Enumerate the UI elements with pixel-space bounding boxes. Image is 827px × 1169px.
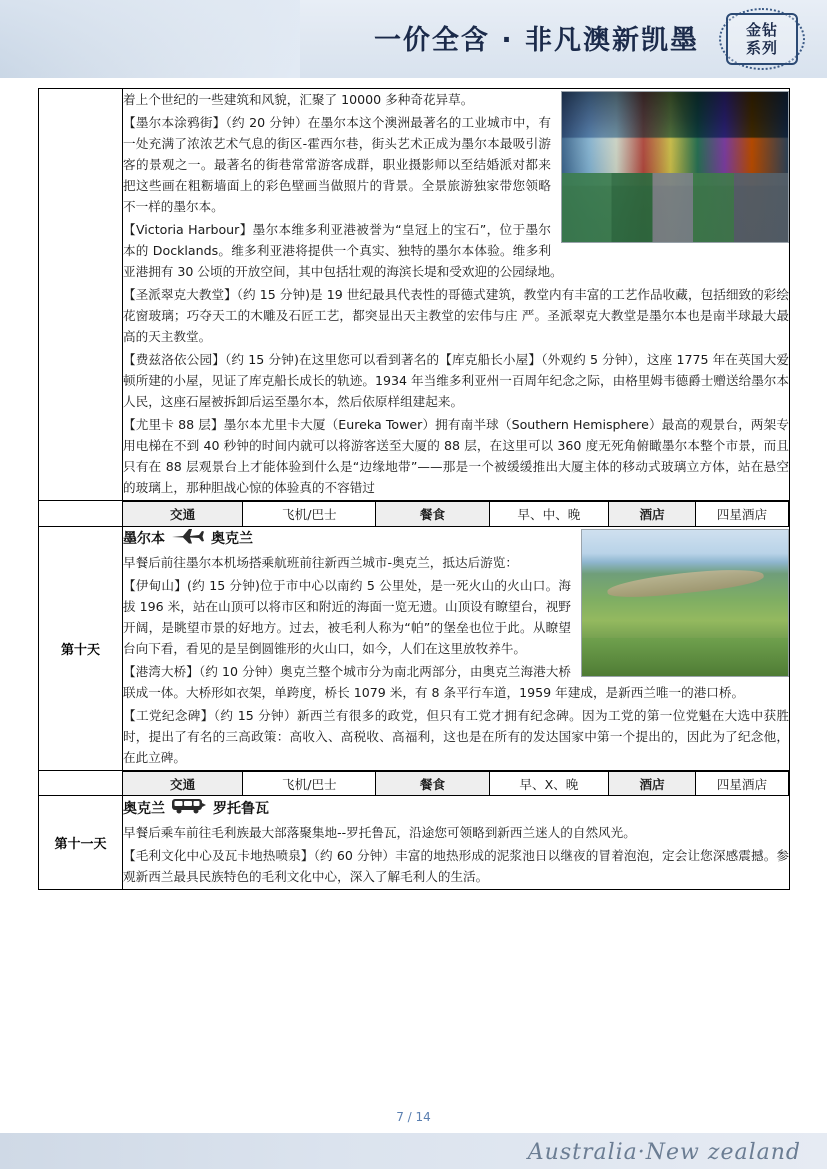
paragraph: 着上个世纪的一些建筑和风貌，汇聚了 10000 多种奇花异草。 [123, 92, 474, 107]
table-row [39, 89, 790, 501]
hotel-label: 酒店 [609, 771, 696, 795]
paragraph: 【港湾大桥】（约 10 分钟）奥克兰整个城市分为南北两部分，由奥克兰海港大桥联成一体。大桥形如衣架，单跨度，桥长 1079 米，有 8 条平行车道，1959 年建成，是新西兰唯一的港口桥。 [123, 663, 745, 700]
paragraph: 早餐后乘车前往毛利族最大部落聚集地--罗托鲁瓦，沿途您可领略到新西兰迷人的自然风光。 [123, 825, 636, 840]
summary-table [123, 501, 789, 526]
transport-label: 交通 [123, 502, 243, 526]
summary-row-spacer [39, 501, 123, 527]
paragraph: 【Victoria Harbour】墨尔本维多利亚港被誉为“皇冠上的宝石”，位于墨尔本的 Docklands。维多利亚港将提供一个真实、独特的墨尔本体验。维多利亚港拥有 30 公顷的开放空间，其中包括壮观的海滨长堤和受欢迎的公园绿地。 [123, 222, 563, 279]
summary-table [123, 771, 789, 796]
bus-icon [171, 797, 207, 818]
summary-row [39, 501, 790, 527]
day-label-cell: 第十一天 [39, 796, 123, 890]
photo-wrap [561, 91, 789, 243]
route-line [123, 528, 571, 548]
day-body-cell [123, 89, 790, 501]
header-background-photo [0, 0, 300, 78]
summary-row-cell [123, 501, 790, 527]
paragraph: 【工党纪念碑】（约 15 分钟）新西兰有很多的政党，但只有工党才拥有纪念碑。因为工党的第一位党魁在大选中获胜时，提出了有名的三高政策：高收入、高税收、高福利，这也是在所有的发达国家中第一个提出的，因此为了纪念他，在此立碑。 [123, 707, 789, 765]
summary-row-spacer [39, 770, 123, 796]
photo-wrap [581, 529, 789, 677]
page-header [0, 0, 827, 78]
paragraph: 【费兹洛依公园】（约 15 分钟)在这里您可以看到著名的【库克船长小屋】（外观约 5 分钟），这座 1775 年在英国大爱顿所建的小屋，见证了库克船长成长的轨迹。1934 年当维多利亚州一百周年纪念之际，由格里姆韦德爵士赠送给墨尔本人民，这座石屋被拆卸后运至墨尔本，然后依原样组建起来。 [123, 352, 789, 409]
footer-brand: Australia·New zealand [527, 1140, 801, 1165]
airplane-icon [171, 528, 205, 548]
header-title: 一价全含 · 非凡澳新凯墨 [373, 25, 699, 56]
route-line [123, 797, 789, 818]
meal-value: 早、中、晚 [489, 502, 609, 526]
hotel-value: 四星酒店 [695, 502, 788, 526]
day-label-cell: 第十天 [39, 526, 123, 770]
itinerary-sheet [38, 88, 790, 890]
transport-label: 交通 [123, 771, 243, 795]
transport-value: 飞机/巴士 [243, 502, 376, 526]
paragraph: 【圣派翠克大教堂】（约 15 分钟)是 19 世纪最具代表性的哥德式建筑，教堂内有丰富的工艺作品收藏，包括细致的彩绘花窗玻璃；巧夺天工的木雕及石匠工艺，都突显出天主教堂的宏伟与庄 严。圣派翠克大教堂是墨尔本也是南半球最大最高的天主教堂。 [123, 287, 789, 344]
auckland-eden-park-photo [581, 529, 789, 677]
paragraph: 早餐后前往墨尔本机场搭乘航班前往新西兰城市-奥克兰，抵达后游览： [123, 554, 518, 570]
paragraph: 【尤里卡 88 层】墨尔本尤里卡大厦（Eureka Tower）拥有南半球（Southern Hemisphere）最高的观景台，两架专用电梯在不到 40 秒钟的时间内就可以将游客送至大厦的 88 层，在这里可以 360 度无死角俯瞰墨尔本整个市景，而且只有在 88 层观景台上才能体验到什么是“边缘地带”——那是一个被缓缓推出大厦主体的移动式玻璃立方体，站在悬空的玻璃上，那种胆战心惊的体验真的不容错过 [123, 417, 789, 495]
series-badge [719, 8, 805, 70]
summary-row-cell [123, 770, 790, 796]
badge-line-2: 系列 [745, 39, 778, 57]
paragraph: 【毛利文化中心及瓦卡地热喷泉】（约 60 分钟）丰富的地热形成的泥浆池日以继夜的冒着泡泡，定会让您深感震撼。参观新西兰最具民族特色的毛利文化中心，深入了解毛利人的生活。 [123, 848, 789, 884]
meal-label: 餐食 [376, 502, 489, 526]
table-row [39, 796, 790, 890]
day-label-cell [39, 89, 123, 501]
route-destination: 罗托鲁瓦 [213, 800, 269, 817]
meal-value: 早、X、晚 [489, 771, 609, 795]
table-row [39, 526, 790, 770]
itinerary-table [38, 88, 790, 890]
badge-line-1: 金钻 [745, 21, 778, 39]
hotel-value: 四星酒店 [695, 771, 788, 795]
day-body-cell [123, 526, 790, 770]
paragraph: 【墨尔本涂鸦街】（约 20 分钟）在墨尔本这个澳洲最著名的工业城市中，有一处充满了浓浓艺术气息的街区-霍西尔巷，街头艺术正成为墨尔本最吸引游客的景观之一。最著名的街巷常常游客成群，职业摄影师以至结婚派对都来把这些画在粗粝墙面上的彩色壁画当做照片的背景。全景旅游独家带您领略不一样的墨尔本。 [123, 115, 551, 214]
badge-inner-frame [726, 13, 798, 65]
route-origin: 墨尔本 [123, 530, 165, 547]
hotel-label: 酒店 [609, 502, 696, 526]
meal-label: 餐食 [376, 771, 489, 795]
transport-value: 飞机/巴士 [243, 771, 376, 795]
day-body-cell [123, 796, 790, 890]
melbourne-graffiti-photo [561, 91, 789, 243]
route-origin: 奥克兰 [123, 800, 165, 817]
paragraph: 【伊甸山】(约 15 分钟)位于市中心以南约 5 公里处，是一死火山的火山口。海拔 196 米，站在山顶可以将市区和附近的海面一览无遗。山顶设有瞭望台，视野开阔，是眺望市景的好地方。过去，被毛利人称为“帕”的堡垒也位于此。从瞭望台向下看，看见的是呈倒圆锥形的火山口，如今，人们在这里放牧养牛。 [123, 577, 571, 656]
route-destination: 奥克兰 [211, 530, 253, 547]
summary-row [39, 770, 790, 796]
page-number: 7 / 14 [396, 1110, 431, 1124]
